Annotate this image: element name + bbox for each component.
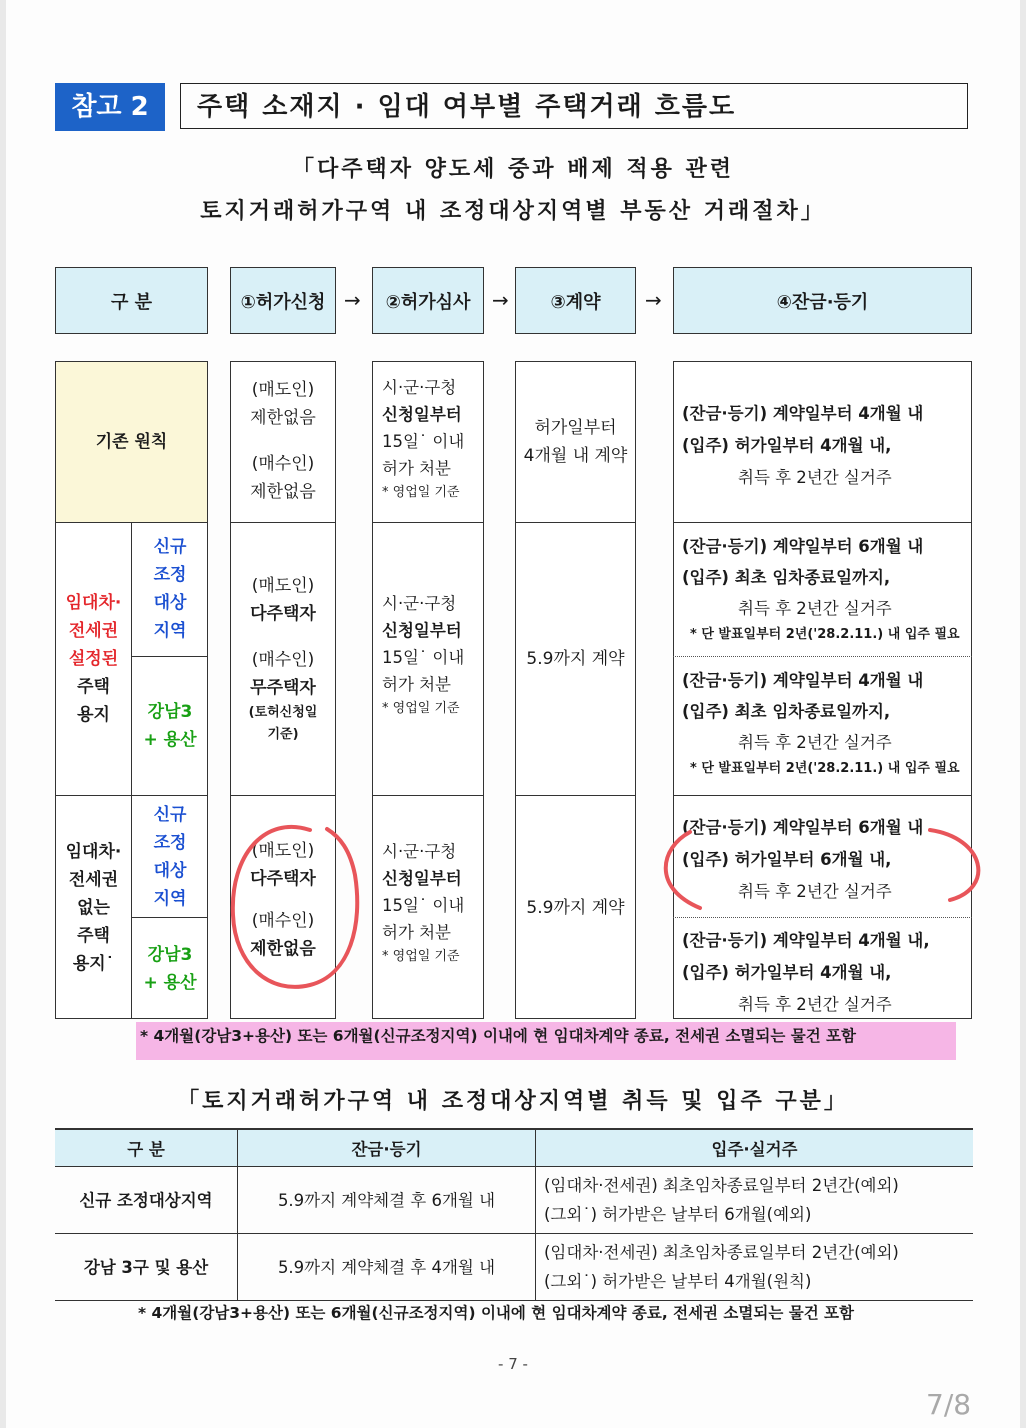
flow-footnote: * 4개월(강남3+용산) 또는 6개월(신규조정지역) 이내에 현 임대차계약 종료, 전세권 소멸되는 물건 포함 [140, 1027, 857, 1045]
step4-rental-new: (잔금·등기) 계약일부터 6개월 내 (입주) 최초 임차종료일까지, 취득 후 2년간 실거주 * 단 발표일부터 2년('28.2.11.) 내 입주 필요 [682, 537, 960, 642]
red-circle-annotation [650, 818, 995, 918]
region-new-norental: 신규 조정 대상 지역 [153, 804, 187, 909]
table-row: 신규 조정대상지역 5.9까지 계약체결 후 6개월 내 (임대차·전세권) 최초임차종료일부터 2년간(예외) (그외˙) 허가받은 날부터 6개월(예외) [55, 1167, 973, 1234]
step4-norental-gangnam: (잔금·등기) 계약일부터 4개월 내, (입주) 허가일부터 4개월 내, 취득 후 2년간 실거주 [682, 931, 930, 1014]
step3-base: 허가일부터 4개월 내 계약 [523, 418, 628, 466]
region-gangnam-rental: 강남3 + 용산 [143, 702, 197, 750]
subtitle-line2: 토지거래허가구역 내 조정대상지역별 부동산 거래절차」 [200, 199, 826, 224]
step1-norental: (매도인) 다주택자 (매수인) 제한없음 [250, 841, 316, 959]
header-category: 구 분 [55, 267, 208, 334]
reference-tag: 참고 2 [55, 83, 165, 131]
step1-rental: (매도인) 다주택자 (매수인) 무주택자 (토허신청일 기준) [248, 576, 318, 742]
header-step4: ④잔금·등기 [673, 267, 972, 334]
header-step2: ②허가심사 [372, 267, 484, 334]
arrow-icon: → [645, 288, 662, 312]
table2-title: 「토지거래허가구역 내 조정대상지역별 취득 및 입주 구분」 [177, 1089, 849, 1114]
header-step3: ③계약 [515, 267, 636, 334]
subtitle-line1: 「다주택자 양도세 중과 배제 적용 관련 [291, 157, 735, 182]
table2-footnote: * 4개월(강남3+용산) 또는 6개월(신규조정지역) 이내에 현 임대차계약 종료, 전세권 소멸되는 물건 포함 [138, 1304, 855, 1322]
arrow-icon: → [492, 288, 509, 312]
region-gangnam-norental: 강남3 + 용산 [143, 944, 197, 993]
step3-rental: 5.9까지 계약 [526, 649, 625, 669]
step4-base: (잔금·등기) 계약일부터 4개월 내 (입주) 허가일부터 4개월 내, 취득 후 2년간 실거주 [682, 404, 924, 487]
step2-rental: 시·군·구청 신청일부터 15일˙ 이내 허가 처분 * 영업일 기준 [382, 594, 465, 716]
table-header: 잔금·등기 [238, 1129, 536, 1167]
row-label-norental: 임대차· 전세권 없는 주택 용지˙ [65, 841, 122, 974]
red-circle-annotation [215, 815, 370, 1005]
arrow-icon: → [344, 288, 361, 312]
header-step1: ①허가신청 [230, 267, 336, 334]
step4-norental-new: (잔금·등기) 계약일부터 6개월 내 (입주) 허가일부터 6개월 내, 취득 후 2년간 실거주 [682, 818, 924, 901]
step2-norental: 시·군·구청 신청일부터 15일˙ 이내 허가 처분 * 영업일 기준 [382, 842, 465, 964]
table-row: 강남 3구 및 용산 5.9까지 계약체결 후 4개월 내 (임대차·전세권) 최초임차종료일부터 2년간(예외) (그외˙) 허가받은 날부터 4개월(원칙) [55, 1234, 973, 1301]
table-header: 구 분 [55, 1129, 238, 1167]
row-label-rental: 임대차· 전세권 설정된 주택 용지 [65, 592, 122, 725]
step3-norental: 5.9까지 계약 [526, 897, 625, 918]
acquisition-table [55, 1128, 973, 1301]
row-label-base: 기존 원칙 [95, 432, 168, 452]
page-number: - 7 - [498, 1355, 528, 1373]
table-header: 입주·실거주 [536, 1129, 974, 1167]
step1-base: (매도인) 제한없음 (매수인) 제한없음 [250, 380, 316, 502]
page-title: 주택 소재지 · 임대 여부별 주택거래 흐름도 [180, 83, 968, 129]
region-new-rental: 신규 조정 대상 지역 [153, 537, 187, 641]
step4-rental-gangnam: (잔금·등기) 계약일부터 4개월 내 (입주) 최초 임차종료일까지, 취득 후 2년간 실거주 * 단 발표일부터 2년('28.2.11.) 내 입주 필요 [682, 671, 960, 776]
step2-base: 시·군·구청 신청일부터 15일˙ 이내 허가 처분 * 영업일 기준 [382, 378, 465, 500]
viewer-page-indicator: 7/8 [926, 1388, 972, 1421]
